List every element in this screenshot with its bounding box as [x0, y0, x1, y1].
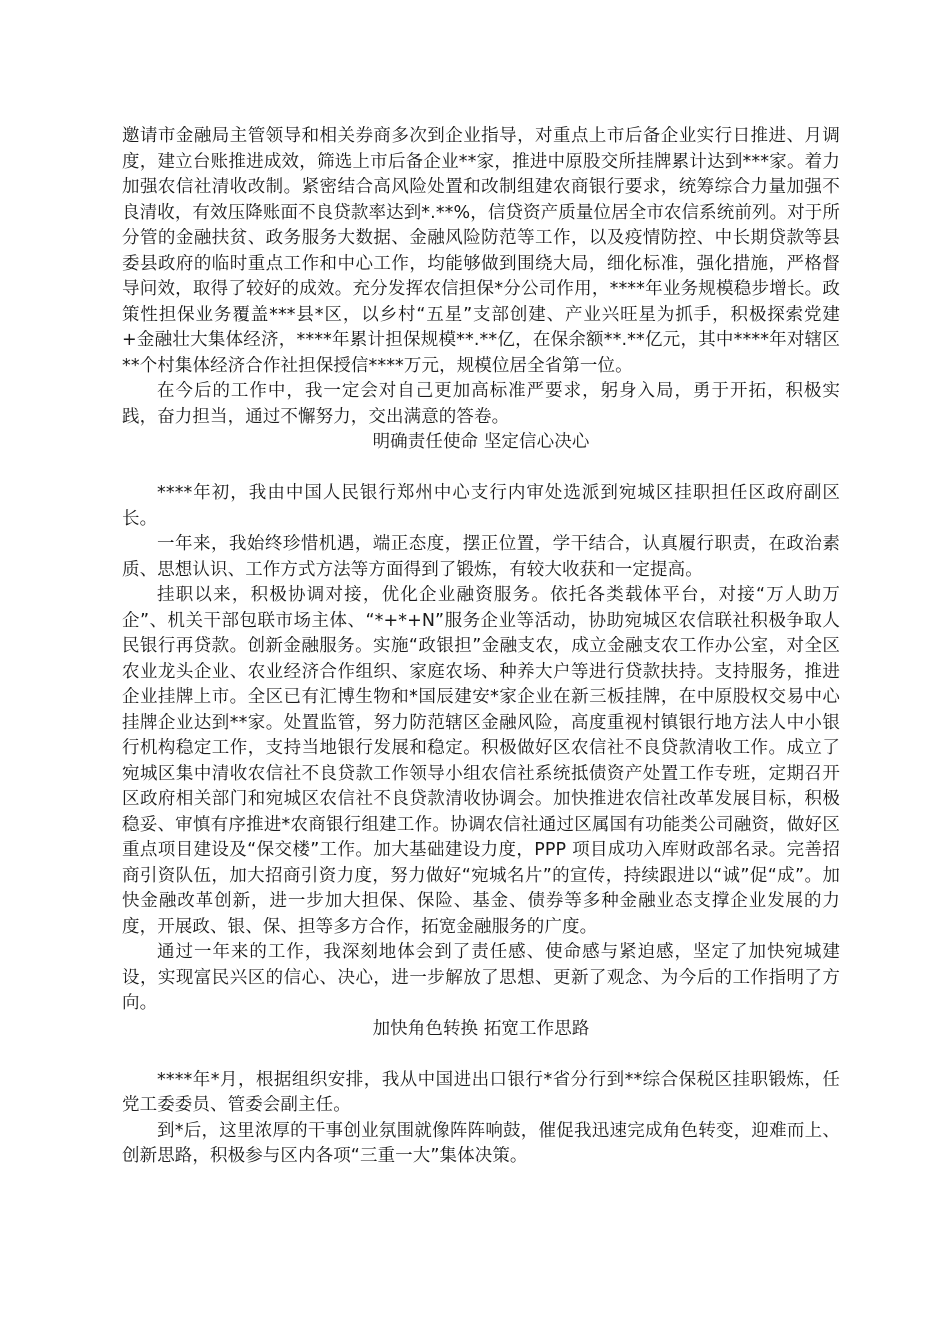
paragraph: 到*后，这里浓厚的干事创业氛围就像阵阵响鼓，催促我迅速完成角色转变，迎难而上、创新思路，积极参与区内各项“三重一大”集体决策。	[122, 1120, 840, 1166]
paragraph: 邀请市金融局主管领导和相关券商多次到企业指导，对重点上市后备企业实行日推进、月调度，建立台账推进成效，筛选上市后备企业**家，推进中原股交所挂牌累计达到***家。着力加强农信社清收改制。紧密结合高风险处置和改制组建农商银行要求，统筹综合力量加强不良清收，有效压降账面不良贷款率达到*.**%，信贷资产质量位居全市农信系统前列。对于所分管的金融扶贫、政务服务大数据、金融风险防范等工作，以及疫情防控、中长期贷款等县委县政府的临时重点工作和中心工作，均能够做到围绕大局，细化标准，强化措施，严格督导问效，取得了较好的成效。充分发挥农信担保*分公司作用，****年业务规模稳步增长。政策性担保业务覆盖***县*区，以乡村“五星”支部创建、产业兴旺星为抓手，积极探索党建+金融壮大集体经济，****年累计担保规模**.**亿，在保余额**.**亿元，其中****年对辖区**个村集体经济合作社担保授信****万元，规模位居全省第一位。	[122, 126, 840, 376]
paragraph: 在今后的工作中，我一定会对自己更加高标准严要求，躬身入局，勇于开拓，积极实践，奋力担当，通过不懈努力，交出满意的答卷。	[122, 381, 840, 427]
paragraph: 挂职以来，积极协调对接，优化企业融资服务。依托各类载体平台，对接“万人助万企”、机关干部包联市场主体、“*+*+N”服务企业等活动，协助宛城区农信联社积极争取人民银行再贷款。创新金融服务。实施“政银担”金融支农，成立金融支农工作办公室，对全区农业龙头企业、农业经济合作组织、家庭农场、种养大户等进行贷款扶持。支持服务，推进企业挂牌上市。全区已有汇博生物和*国辰建安*家企业在新三板挂牌，在中原股权交易中心挂牌企业达到**家。处置监管，努力防范辖区金融风险，高度重视村镇银行地方法人中小银行机构稳定工作，支持当地银行发展和稳定。积极做好区农信社不良贷款清收工作。成立了宛城区集中清收农信社不良贷款工作领导小组农信社系统抵债资产处置工作专班，定期召开区政府相关部门和宛城区农信社不良贷款清收协调会。加快推进农信社改革发展目标，积极稳妥、审慎有序推进*农商银行组建工作。协调农信社通过区属国有功能类公司融资，做好区重点项目建设及“保交楼”工作。加大基础建设力度，PPP 项目成功入库财政部名录。完善招商引资队伍，加大招商引资力度，努力做好“宛城名片”的宣传，持续跟进以“诚”促“成”。加快金融改革创新，进一步加大担保、保险、基金、债券等多种金融业态支撑企业发展的力度，开展政、银、保、担等多方合作，拓宽金融服务的广度。	[122, 585, 840, 937]
paragraph: 通过一年来的工作，我深刻地体会到了责任感、使命感与紧迫感，坚定了加快宛城建设，实现富民兴区的信心、决心，进一步解放了思想、更新了观念、为今后的工作指明了方向。	[122, 942, 840, 1013]
blank-line	[122, 1042, 840, 1068]
document-body	[122, 124, 840, 1170]
section-heading: 加快角色转换 拓宽工作思路	[372, 1018, 590, 1039]
paragraph: ****年初，我由中国人民银行郑州中心支行内审处选派到宛城区挂职担任区政府副区长。	[122, 483, 840, 529]
section-heading: 明确责任使命 坚定信心决心	[372, 432, 590, 452]
paragraph: ****年*月，根据组织安排，我从中国进出口银行*省分行到**综合保税区挂职锻炼，任党工委委员、管委会副主任。	[122, 1069, 840, 1115]
paragraph: 一年来，我始终珍惜机遇，端正态度，摆正位置，学干结合，认真履行职责，在政治素质、思想认识、工作方式方法等方面得到了锻炼，有较大收获和一定提高。	[122, 534, 840, 580]
blank-line	[122, 456, 840, 482]
